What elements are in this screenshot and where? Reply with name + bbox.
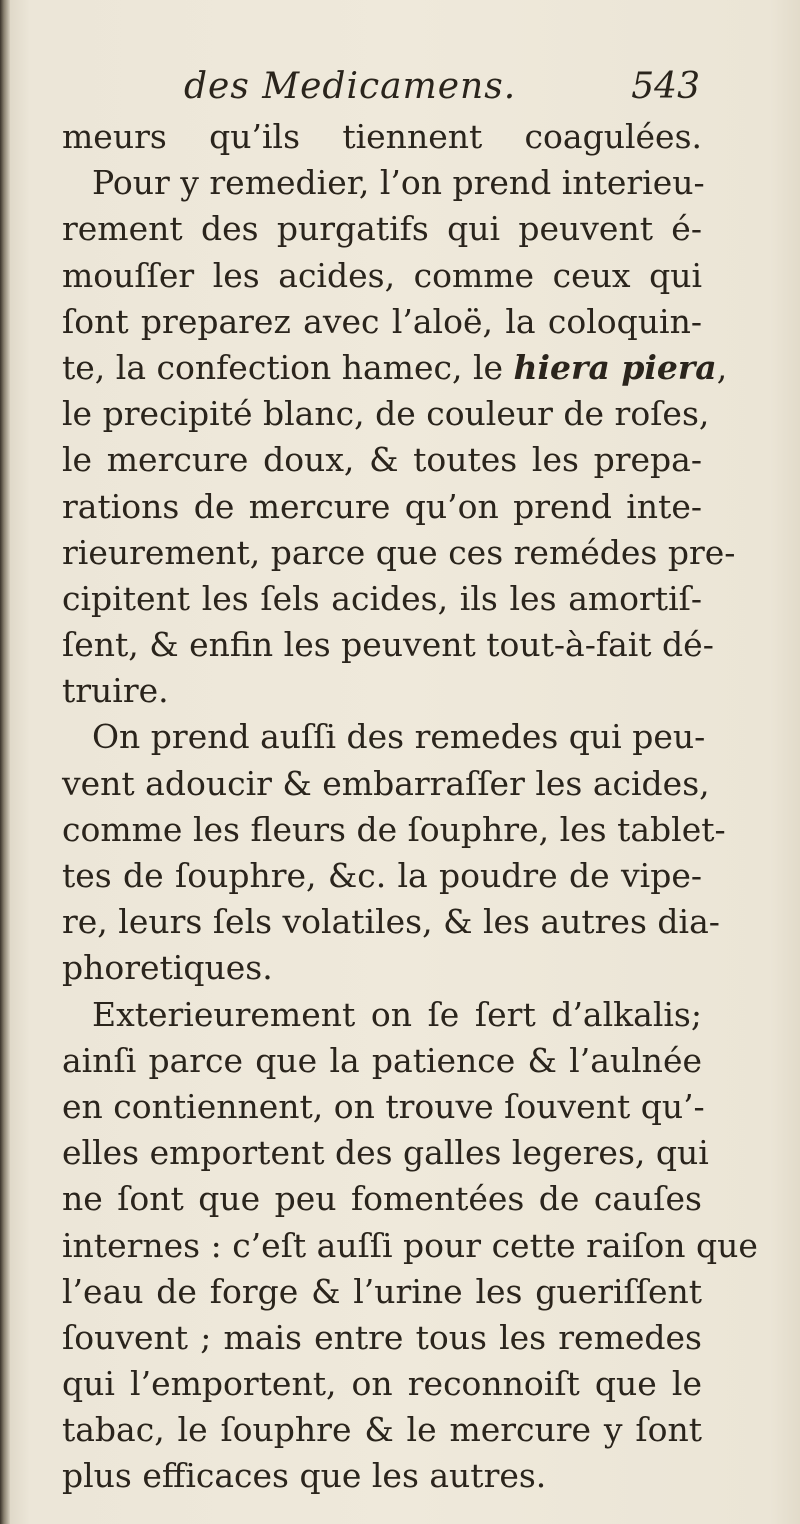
text-line: phoretiques. [62, 948, 273, 988]
text-line: tes de ſouphre, &c. la poudre de vipe- [62, 856, 702, 895]
text-line: te, la confection hamec, le hiera piera, [62, 347, 728, 387]
binding-edge [0, 0, 10, 1524]
page-number: 543 [631, 66, 700, 107]
body-text [62, 114, 758, 1500]
text-line: en contiennent, on trouve ſouvent qu’- [62, 1086, 705, 1126]
italic-term: hiera piera [513, 347, 717, 387]
text-line: meurs qu’ils tiennent coagulées. [62, 117, 702, 156]
text-line: rieurement, parce que ces remédes pre- [62, 532, 736, 572]
text-line: comme les fleurs de ſouphre, les tablet- [62, 809, 726, 849]
text-line: plus efficaces que les autres. [62, 1456, 547, 1496]
text-line: mouſſer les acides, comme ceux qui [62, 255, 702, 295]
text-line: ſont preparez avec l’aloë, la coloquin- [62, 301, 702, 341]
text-line: rement des purgatifs qui peuvent é- [62, 209, 702, 249]
text-line: tabac, le ſouphre & le mercure y ſont [62, 1410, 702, 1450]
text-line: Pour y remedier, l’on prend interieu- [92, 163, 705, 203]
text-line: internes : c’eſt auſſi pour cette raiſon que [62, 1225, 758, 1265]
running-title: des Medicamens. [184, 66, 517, 107]
text-line: cipitent les ſels acides, ils les amortiſ- [62, 578, 702, 618]
text-line: Exterieurement on ſe ſert d’alkalis; [92, 994, 702, 1034]
text-line: vent adoucir & embarraſſer les acides, [62, 763, 710, 803]
text-line: truire. [62, 671, 169, 711]
text-line: ne ſont que peu fomentées de cauſes [62, 1179, 702, 1219]
text-line: rations de mercure qu’on prend inte- [62, 486, 702, 526]
text-line: On prend auſſi des remedes qui peu- [92, 717, 706, 757]
text-line: re, leurs ſels volatiles, & les autres dia- [62, 902, 720, 942]
text-line: le mercure doux, & toutes les prepa- [62, 440, 702, 480]
page-header [60, 66, 700, 116]
text-line: l’eau de forge & l’urine les gueriſſent [62, 1271, 702, 1311]
text-line: elles emportent des galles legeres, qui [62, 1133, 709, 1173]
text-line: ainſi parce que la patience & l’aulnée [62, 1040, 702, 1080]
text-line: qui l’emportent, on reconnoiſt que le [62, 1364, 702, 1404]
text-line: ſent, & enfin les peuvent tout-à-fait dé- [62, 625, 714, 665]
text-line: le precipité blanc, de couleur de roſes, [62, 394, 710, 434]
text-line: ſouvent ; mais entre tous les remedes [62, 1317, 702, 1357]
